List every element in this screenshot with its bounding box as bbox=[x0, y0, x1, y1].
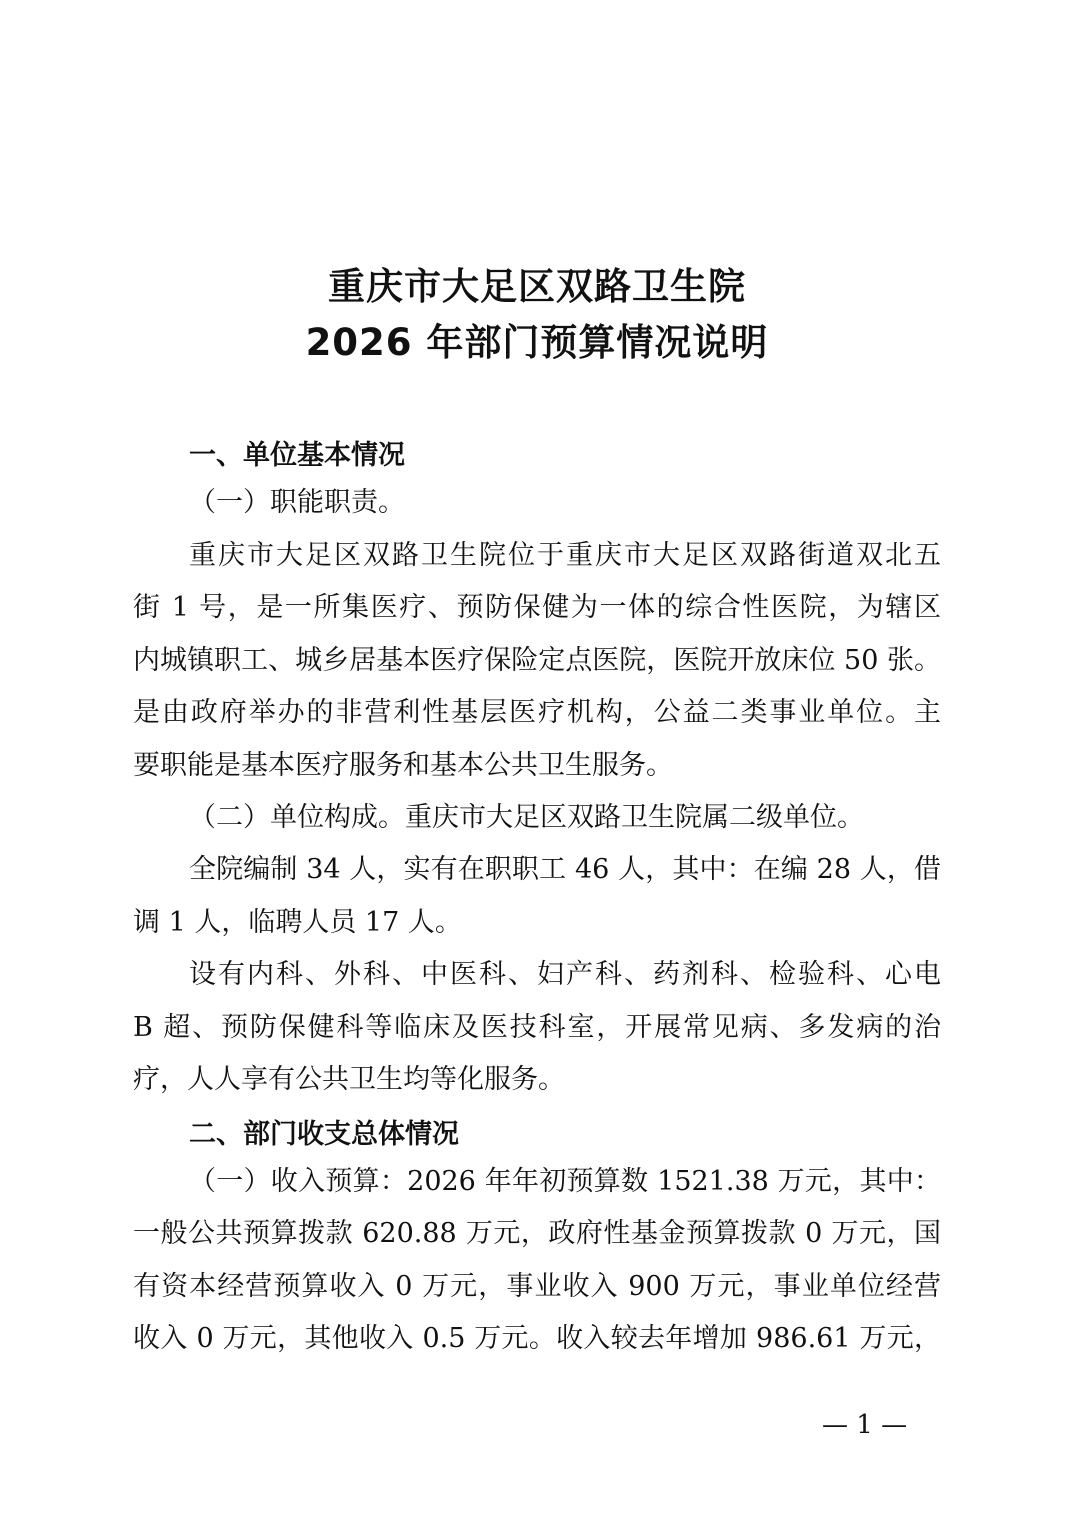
paragraph-line: B 超、预防保健科等临床及医技科室，开展常见病、多发病的治 bbox=[133, 1012, 941, 1043]
paragraph-line: 重庆市大足区双路卫生院位于重庆市大足区双路街道双北五 bbox=[189, 540, 941, 571]
paragraph-line: 收入 0 万元，其他收入 0.5 万元。收入较去年增加 986.61 万元， bbox=[133, 1323, 941, 1354]
paragraph-line: 全院编制 34 人，实有在职职工 46 人，其中：在编 28 人，借 bbox=[189, 854, 941, 885]
paragraph-line: 有资本经营预算收入 0 万元，事业收入 900 万元，事业单位经营 bbox=[133, 1271, 941, 1302]
section1-heading: 一、单位基本情况 bbox=[189, 440, 405, 471]
document-title-line2: 2026 年部门预算情况说明 bbox=[305, 321, 769, 364]
section2-heading: 二、部门收支总体情况 bbox=[189, 1119, 459, 1150]
page-number: — 1 — bbox=[822, 1410, 908, 1440]
paragraph-line: 是由政府举办的非营利性基层医疗机构，公益二类事业单位。主 bbox=[133, 697, 941, 728]
paragraph-line: 一般公共预算拨款 620.88 万元，政府性基金预算拨款 0 万元，国 bbox=[133, 1218, 941, 1249]
paragraph-line: 调 1 人，临聘人员 17 人。 bbox=[133, 907, 462, 938]
paragraph-line: 设有内科、外科、中医科、妇产科、药剂科、检验科、心电 bbox=[189, 959, 941, 990]
paragraph-line: （一）收入预算：2026 年年初预算数 1521.38 万元，其中： bbox=[189, 1166, 941, 1197]
paragraph-line: 内城镇职工、城乡居基本医疗保险定点医院，医院开放床位 50 张。 bbox=[133, 645, 941, 676]
paragraph-line: 要职能是基本医疗服务和基本公共卫生服务。 bbox=[133, 750, 673, 781]
sub2-line: （二）单位构成。重庆市大足区双路卫生院属二级单位。 bbox=[189, 802, 864, 833]
paragraph-line: 疗，人人享有公共卫生均等化服务。 bbox=[133, 1064, 565, 1095]
paragraph-line: 街 1 号，是一所集医疗、预防保健为一体的综合性医院，为辖区 bbox=[133, 592, 941, 623]
document-title-line1: 重庆市大足区双路卫生院 bbox=[328, 265, 746, 308]
sub1-heading: （一）职能职责。 bbox=[189, 487, 405, 518]
